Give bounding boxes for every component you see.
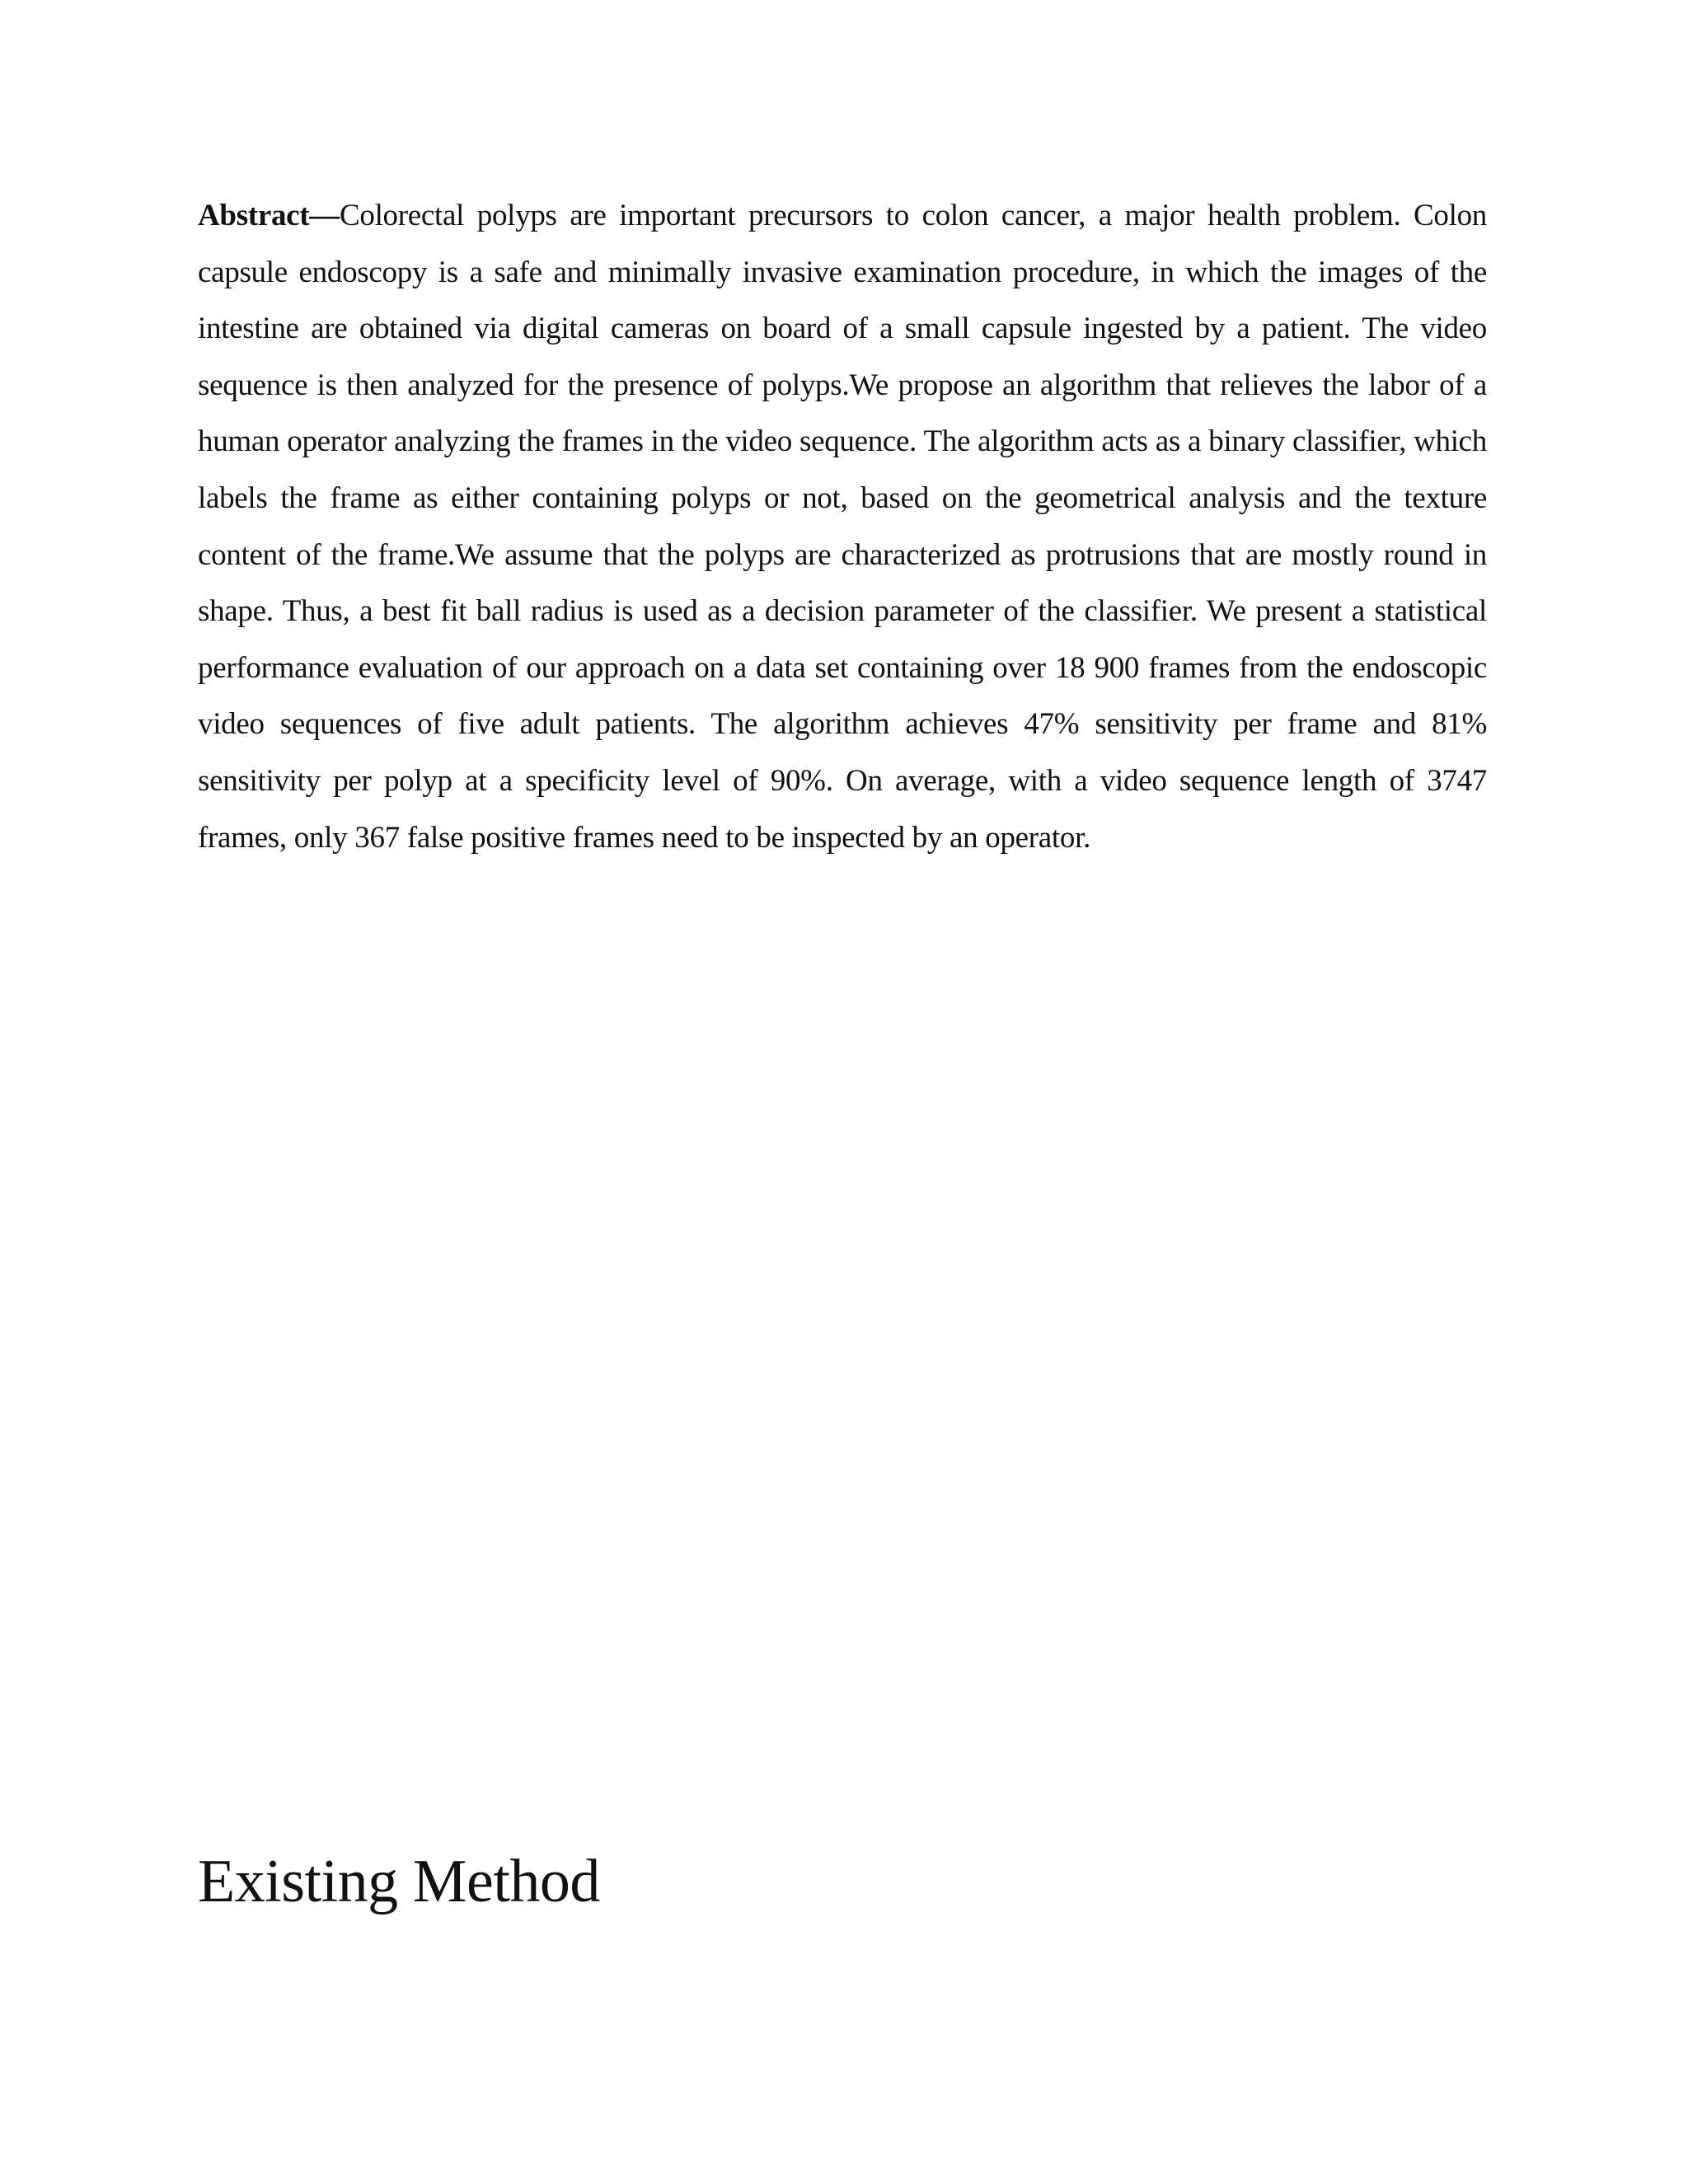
abstract-paragraph [198,188,1487,866]
abstract-label: Abstract— [198,199,340,232]
abstract-text: Colorectal polyps are important precursors to colon cancer, a major health problem. Colon capsule endoscopy is a safe and minimally invasive examination procedure, in which the images of the intestine are obtained via digital cameras on board of a small capsule ingested by a patient. The video sequence is then analyzed for the presence of polyps.We propose an algorithm that relieves the labor of a human operator analyzing the frames in the video sequence. The algorithm acts as a binary classifier, which labels the frame as either containing polyps or not, based on the geometrical analysis and the texture content of the frame.We assume that the polyps are characterized as protrusions that are mostly round in shape. Thus, a best fit ball radius is used as a decision parameter of the classifier. We present a statistical performance evaluation of our approach on a data set containing over 18 900 frames from the endoscopic video sequences of five adult patients. The algorithm achieves 47% sensitivity per frame and 81% sensitivity per polyp at a specificity level of 90%. On average, with a video sequence length of 3747 frames, only 367 false positive frames need to be inspected by an operator. [198,199,1487,855]
section-heading: Existing Method [198,1848,600,1915]
